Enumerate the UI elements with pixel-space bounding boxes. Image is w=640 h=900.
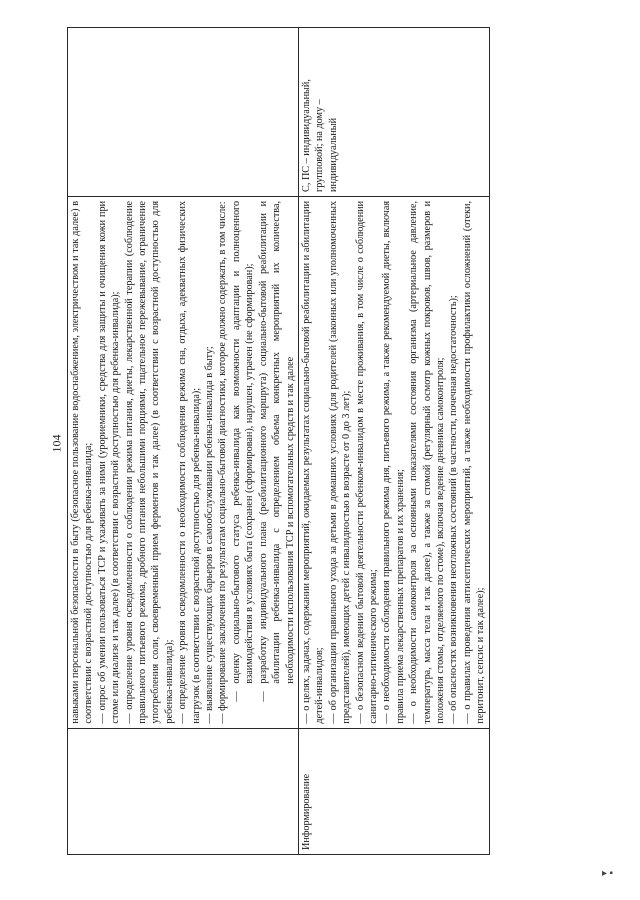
footer-mark: ▸ ▪ [602, 868, 614, 879]
rotated-page [67, 27, 617, 855]
list-item: навыками персональной безопасности в быту (безопасное пользование водоснабжением, электричеством и так далее) в соответствии с возрастной доступностью для ребенка-инвалида; [70, 200, 95, 724]
list-item: — определение уровня осведомленности о соблюдении режима питания, диеты, лекарственной терапии (соблюдение правильного питьевого режима, дробного питания небольшими порциями, тщательное пережевывание, ограничение употребления соли, своевременный прием ферментов и так далее) (в соответствии с возрастной доступностью для ребенка-инвалида); [123, 200, 175, 724]
list-item: — определение уровня осведомленности о необходимости соблюдения режима сна, отдыха, адекватных физических нагрузок (в соответствии с возрастной доступностью для ребенка-инвалида); [177, 200, 202, 724]
list-item: — о правилах проведения антисептических мероприятий, а также необходимости профилактики осложнений (отеки, перитонит, сепсис и так далее); [461, 200, 487, 724]
list-item: — об организации правильного ухода за детьми в домашних условиях (для родителей (законных или уполномоченных представителей), имеющих детей с инвалидностью в возрасте от 0 до 3 лет); [327, 200, 353, 724]
row2-content-cell [298, 196, 489, 728]
row1-service-cell [68, 728, 299, 854]
sub-list-text: разработку индивидуального плана (реабилитационного маршрута) социально-бытовой реабилитации и абилитации ребенка-инвалида с определением объема конкретных мероприятий их количества, необходимости использования ТСР и вспомогательных средств и так далее [257, 200, 296, 684]
services-table [67, 27, 490, 855]
list-item: — опрос об умении пользоваться ТСР и ухаживать за ними (урориемники, средства для защиты и очищения кожи при стоме или диализе и так далее) (в соответствии с возрастной доступностью для ребенка-инвалида); [96, 200, 122, 724]
table-row [68, 28, 299, 855]
row2-service-cell: Информирование [298, 728, 489, 854]
page-number: 104 [49, 434, 64, 453]
sub-list-item [230, 201, 257, 724]
list-item: — о необходимости самоконтроля за основными показателями состояния организма (артериальное давление, температура, масса тела и так далее), а также за стомой (регулярный осмотр кожных покровов, швов, размеров и положения стомы, отделяемого по стоме), включая ведение дневника самоконтроля; [408, 200, 446, 724]
row1-form-cell [68, 28, 299, 197]
row1-content-cell [68, 196, 299, 728]
row2-form-cell: С, ПС – индивидуальный, групповой; на дому – индивидуальный [298, 28, 489, 197]
dash-mark: — [230, 691, 242, 702]
list-item: — о необходимости соблюдения правильного режима дня, питьевого режима, а также рекомендуемой диеты, включая правила приема лекарственных препаратов и их хранения; [381, 200, 406, 724]
list-item: — о безопасном ведении бытовой деятельности ребенком-инвалидом в месте проживания, в том числе о соблюдении санитарно-гигиенического режима; [354, 200, 379, 724]
list-item: — выявление существующих барьеров в самообслуживании ребенка-инвалида в быту; [204, 346, 216, 724]
sub-list-text: оценку социально-бытового статуса ребенка-инвалида как возможности адаптации и полноценного взаимодействия в условиях быта (сохранен (сформирован), нарушен, утрачен (не сформирован); [230, 200, 256, 684]
list-item: — формирование заключения по результатам социально-бытовой диагностики, которое должно содержать, в том числе: [217, 201, 229, 724]
list-item: — о целях, задачах, содержании мероприятий, ожидаемых результатах социально-бытовой реабилитации и абилитации детей-инвалидов; [300, 200, 326, 724]
sub-list-item [257, 201, 297, 724]
table-row [298, 28, 489, 855]
dash-mark: — [257, 691, 269, 702]
list-item: — об опасностях возникновения неотложных состояний (в частности, почечная недостаточность); [448, 295, 460, 724]
